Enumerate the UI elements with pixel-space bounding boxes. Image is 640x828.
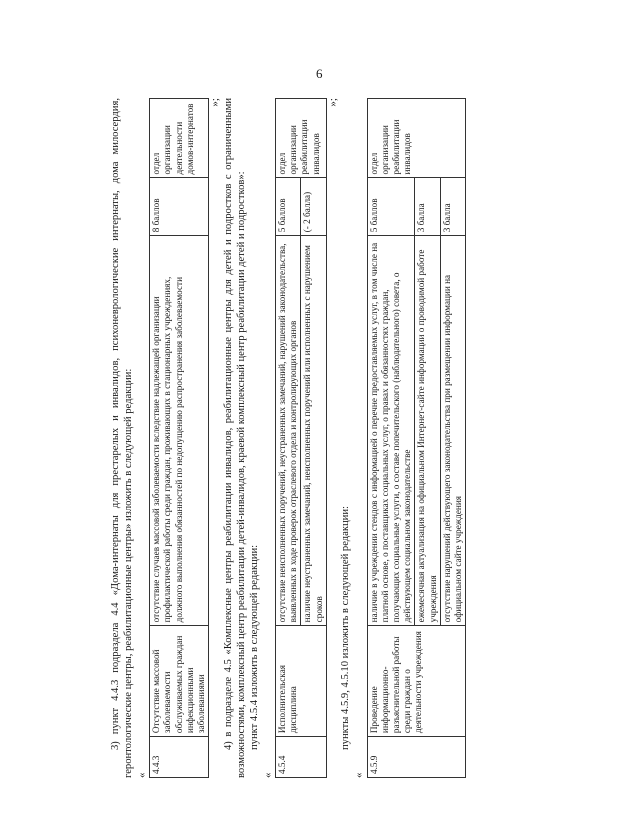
criterion-name: Проведение информационно-разъяснительной работы среди граждан о деятельности учреждения <box>367 626 466 737</box>
item-3-close-quote: »; <box>209 98 222 107</box>
item-5-paragraph: пункты 4.5.9, 4.5.10 изложить в следующей редакции: <box>340 506 352 750</box>
criterion-score: 5 баллов <box>367 178 415 236</box>
criterion-description: наличие в учреждении стендов с информацией о перечне предоставляемых услуг, в том числе на платной основе, о поставщиках социальных услуг, о правах и обязанностях граждан, получающих социальные услуги, о составе попечительского (наблюдательного) совета, о действующем социальном законодательстве <box>367 236 415 626</box>
criterion-score: (- 2 балла) <box>301 178 326 236</box>
row-number: 4.5.9 <box>367 737 466 778</box>
criterion-score: 3 балла <box>440 178 465 236</box>
item-3-paragraph: 3) пункт 4.4.3 подраздела 4.4 «Дома-интернаты для престарелых и инвалидов, психоневрологические интернаты, дома милосердия, геронтологические центры, реабилитационные центры» изложить в следующей редакции: <box>110 98 134 778</box>
criterion-score: 5 баллов <box>275 178 300 236</box>
responsible-department: отдел организации реабилитации инвалидов <box>367 99 466 178</box>
responsible-department: отдел организации деятельности домов-интернатов <box>150 99 209 178</box>
criterion-description: отсутствие случаев массовой заболеваемости вследствие надлежащей организации профилактической работы среди граждан, проживающих в стационарных учреждениях, должного выполнения обязанностей по недопущению распространения заболеваемости <box>150 236 209 626</box>
table-row <box>150 99 209 778</box>
row-number: 4.5.4 <box>275 737 326 778</box>
criterion-score: 3 балла <box>415 178 440 236</box>
responsible-department: отдел организации реабилитации инвалидов <box>275 99 326 178</box>
item-4-subparagraph: пункт 4.5.4 изложить в следующей редакции: <box>248 544 260 750</box>
table-4-5-9 <box>367 98 467 778</box>
item-5-open-quote: « <box>353 772 366 778</box>
table-row <box>367 99 415 778</box>
criterion-name: Исполнительская дисциплина <box>275 626 326 737</box>
rotated-document-body <box>110 98 530 778</box>
table-row <box>275 99 300 778</box>
row-number: 4.4.3 <box>150 737 209 778</box>
table-4-4-3 <box>149 98 209 778</box>
criterion-description: отсутствие неисполненных поручений, неустраненных замечаний, нарушений законодательства, выявленных в ходе проверок отраслевого отдела и контролирующих органов <box>275 236 300 626</box>
item-3-open-quote: « <box>135 772 148 778</box>
criterion-description: ежемесячная актуализация на официальном Интернет-сайте информации о проводимой работе учреждения <box>415 236 440 626</box>
item-4-paragraph: 4) в подразделе 4.5 «Комплексные центры реабилитации инвалидов, реабилитационные центры для детей и подростков с ограниченными возможностями, комплексный центр реабилитации детей-инвалидов, краевой комплексный центр реабилитации детей и подростков»: <box>222 98 247 778</box>
page-number: 6 <box>316 66 323 81</box>
table-4-5-4 <box>275 98 327 778</box>
criterion-description: отсутствие нарушений действующего законодательства при размещении информации на официальном сайте учреждения <box>440 236 465 626</box>
criterion-score: 8 баллов <box>150 178 209 236</box>
item-4-close-quote: »; <box>326 98 339 107</box>
criterion-description: наличие неустраненных замечаний, неисполненных поручений или исполненных с нарушением сроков <box>301 236 326 626</box>
criterion-name: Отсутствие массовой заболеваемости обслуживаемых граждан инфекционными заболеваниями <box>150 626 209 737</box>
item-4-open-quote: « <box>261 772 274 778</box>
